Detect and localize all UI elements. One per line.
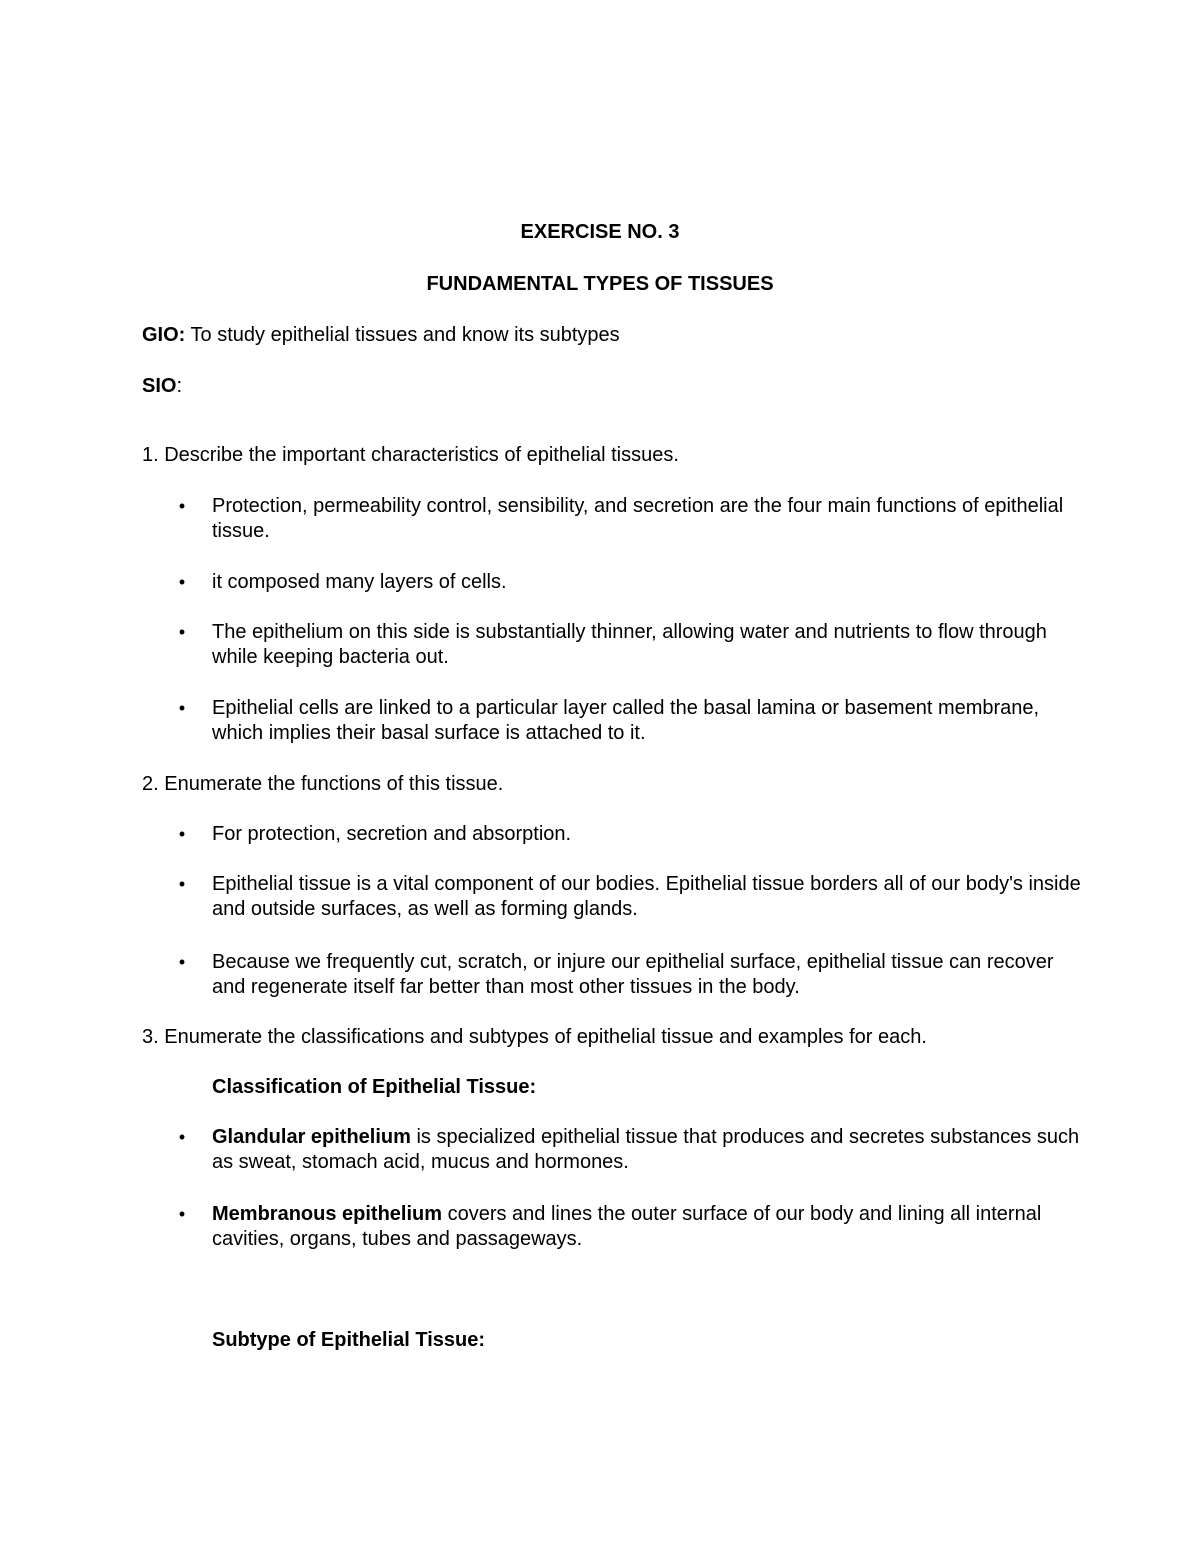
text-glandular: is specialized epithelial tissue that produces and secretes substances such as sweat, stomach acid, mucus and hormones. [212, 1126, 1080, 1173]
q2-bullet-3: Because we frequently cut, scratch, or injure our epithelial surface, epithelial tissue can recover and regenerate itself far better than most other tissues in the body. [212, 951, 1054, 998]
term-membranous: Membranous epithelium [212, 1203, 443, 1225]
term-glandular: Glandular epithelium [212, 1126, 411, 1148]
bullet-marker: • [178, 698, 186, 718]
sio-line [142, 374, 182, 399]
gio-text: To study epithelial tissues and know its subtypes [190, 324, 620, 346]
bullet-marker: • [178, 572, 186, 592]
question-3: 3. Enumerate the classifications and subtypes of epithelial tissue and examples for each. [142, 1026, 927, 1048]
q1-bullet-2: it composed many layers of cells. [212, 571, 507, 593]
classification-heading: Classification of Epithelial Tissue: [212, 1076, 537, 1098]
gio-label: GIO: [142, 324, 186, 346]
question-2: 2. Enumerate the functions of this tissue. [142, 773, 504, 795]
q1-bullet-3: The epithelium on this side is substantially thinner, allowing water and nutrients to flow through while keeping bacteria out. [212, 621, 1047, 668]
q1-bullet-1: Protection, permeability control, sensibility, and secretion are the four main functions of epithelial tissue. [212, 495, 1064, 542]
sio-colon: : [176, 375, 183, 397]
bullet-marker: • [178, 1204, 186, 1224]
q1-bullet-4: Epithelial cells are linked to a particular layer called the basal lamina or basement membrane, which implies their basal surface is attached to it. [212, 697, 1040, 744]
sio-label: SIO [142, 375, 177, 397]
document-title: FUNDAMENTAL TYPES OF TISSUES [426, 273, 774, 295]
classification-item-membranous [212, 1202, 1092, 1252]
bullet-marker: • [178, 952, 186, 972]
text-membranous: covers and lines the outer surface of our body and lining all internal cavities, organs, tubes and passageways. [212, 1203, 1042, 1250]
classification-item-glandular [212, 1125, 1092, 1175]
exercise-number: EXERCISE NO. 3 [520, 221, 680, 243]
bullet-marker: • [178, 824, 186, 844]
bullet-marker: • [178, 874, 186, 894]
bullet-marker: • [178, 496, 186, 516]
bullet-marker: • [178, 622, 186, 642]
subtype-heading: Subtype of Epithelial Tissue: [212, 1329, 486, 1351]
gio-line [142, 323, 620, 348]
q2-bullet-1: For protection, secretion and absorption. [212, 823, 572, 845]
q2-bullet-2: Epithelial tissue is a vital component of our bodies. Epithelial tissue borders all of our body's inside and outside surfaces, as well as forming glands. [212, 873, 1081, 920]
bullet-marker: • [178, 1127, 186, 1147]
question-1: 1. Describe the important characteristics of epithelial tissues. [142, 444, 679, 466]
